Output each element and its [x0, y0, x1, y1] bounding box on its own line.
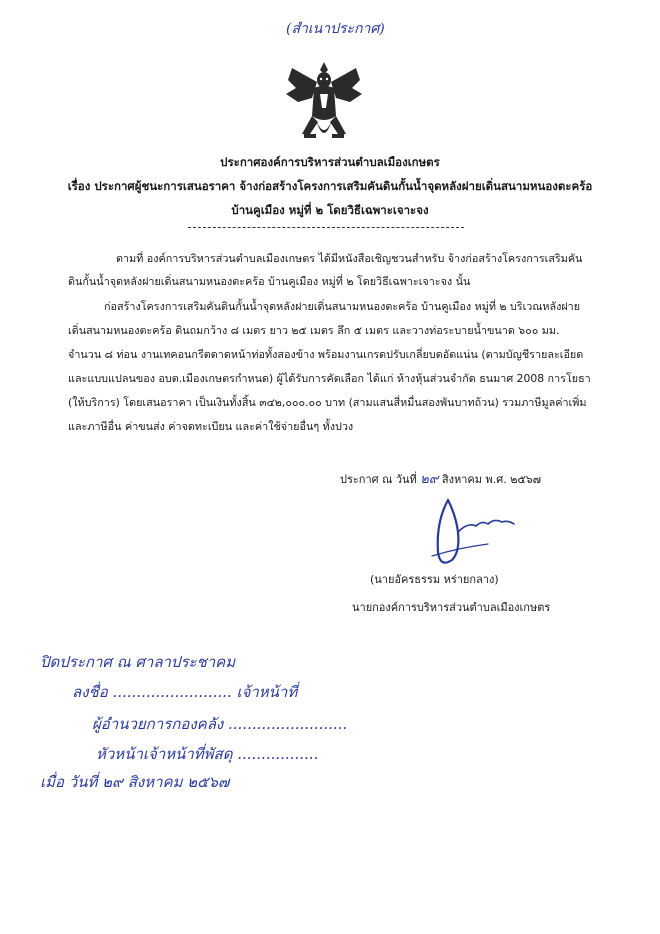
copy-note: (สำเนาประกาศ) [286, 21, 385, 37]
date-month-year: สิงหาคม พ.ศ. ๒๕๖๗ [441, 473, 542, 486]
date-prefix: ประกาศ ณ วันที่ [340, 473, 417, 486]
signer-position: นายกองค์การบริหารส่วนตำบลเมืองเกษตร [352, 601, 551, 614]
announcement-subject-line2: บ้านคูเมือง หมู่ที่ ๒ โดยวิธีเฉพาะเจาะจง [231, 203, 429, 217]
date-day: ๒๙ [420, 472, 439, 487]
garuda-emblem-icon [282, 58, 366, 148]
heading-divider [188, 227, 464, 228]
signature-icon [418, 492, 528, 572]
announcement-date [340, 468, 541, 489]
announcement-subject: เรื่อง ประกาศผู้ชนะการเสนอราคา จ้างก่อสร้างโครงการเสริมคันดินกั้นน้ำจุดหลังฝายเดิ่นสนามหนองตะคร้อ [67, 179, 593, 193]
body-paragraph-1-line-2: ดินกั้นน้ำจุดหลังฝายเดิ่นสนามหนองตะคร้อ บ้านคูเมือง หมู่ที่ ๒ โดยวิธีเฉพาะเจาะจง นั้น [68, 275, 471, 288]
handwritten-note-line-2: ลงชื่อ ......................... เจ้าหน้าที่ [72, 683, 298, 701]
handwritten-note-line-1: ปิดประกาศ ณ ศาลาประชาคม [40, 653, 236, 671]
announcement-title: ประกาศองค์การบริหารส่วนตำบลเมืองเกษตร [220, 155, 440, 169]
body-paragraph-2-line-2: เดิ่นสนามหนองตะคร้อ ดินถมกว้าง ๘ เมตร ยาว ๒๕ เมตร ลึก ๕ เมตร และวางท่อระบายน้ำขนาด ๖๐๐ มม. [68, 324, 560, 337]
body-paragraph-2-line-6: และภาษีอื่น ค่าขนส่ง ค่าจดทะเบียน และค่าใช้จ่ายอื่นๆ ทั้งปวง [68, 420, 354, 433]
handwritten-note-line-3: ผู้อำนวยการกองคลัง ......................... [92, 715, 348, 733]
body-paragraph-2-line-4: และแบบแปลนของ อบต.เมืองเกษตรกำหนด) ผู้ได้รับการคัดเลือก ได้แก่ ห้างหุ้นส่วนจำกัด ธนมาศ 2008 การโยธา [68, 372, 591, 385]
signer-name: (นายอัครธรรม หร่ายกลาง) [370, 573, 499, 586]
body-paragraph-2-line-3: จำนวน ๘ ท่อน งานเทคอนกรีตดาดหน้าท่อทั้งสองข้าง พร้อมงานเกรดปรับเกลี่ยบดอัดแน่น (ตามบัญชีรายละเอียด [68, 348, 584, 361]
handwritten-note-line-5: เมื่อ วันที่ ๒๙ สิงหาคม ๒๕๖๗ [40, 773, 230, 791]
body-paragraph-1-line-1: ตามที่ องค์การบริหารส่วนตำบลเมืองเกษตร ได้มีหนังสือเชิญชวนสำหรับ จ้างก่อสร้างโครงการเสริมคัน [116, 252, 583, 265]
body-paragraph-2-line-5: (ให้บริการ) โดยเสนอราคา เป็นเงินทั้งสิ้น ๓๔๒,๐๐๐.๐๐ บาท (สามแสนสี่หมื่นสองพันบาทถ้วน) รวมภาษีมูลค่าเพิ่ม [68, 396, 587, 409]
body-paragraph-2-line-1: ก่อสร้างโครงการเสริมคันดินกั้นน้ำจุดหลังฝายเดิ่นสนามหนองตะคร้อ บ้านคูเมือง หมู่ที่ ๒ บริเวณหลังฝาย [104, 300, 581, 313]
handwritten-note-line-4: หัวหน้าเจ้าหน้าที่พัสดุ ................. [96, 745, 319, 763]
